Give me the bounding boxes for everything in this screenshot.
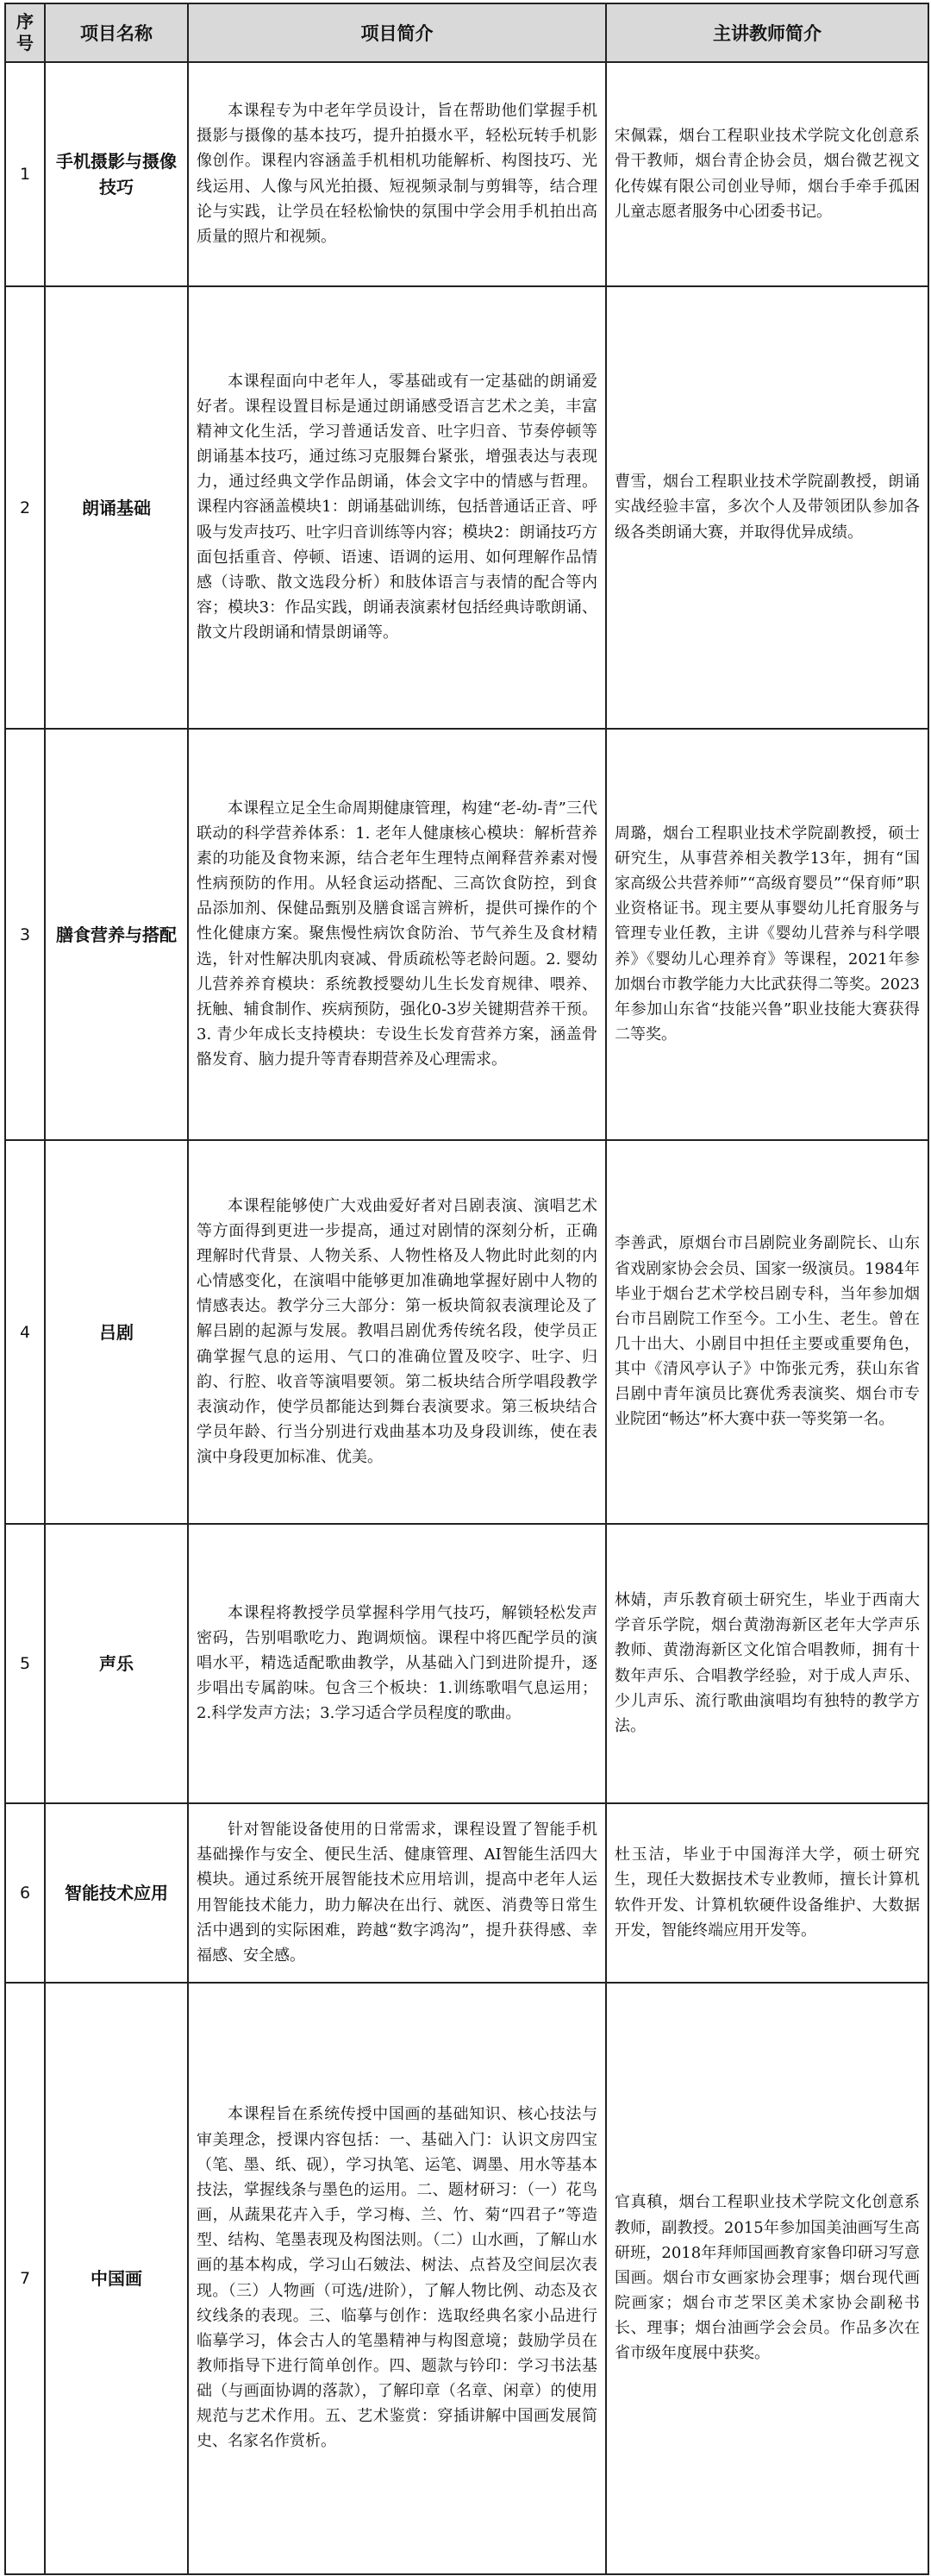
row-intro: 本课程面向中老年人，零基础或有一定基础的朗诵爱好者。课程设置目标是通过朗诵感受语言艺术之美，丰富精神文化生活，学习普通话发音、吐字归音、节奏停顿等朗诵基本技巧，通过练习克服舞台紧张，增强表达与表现力，通过经典文学作品朗诵，体会文字中的情感与哲理。课程内容涵盖模块1：朗诵基础训练，包括普通话正音、呼吸与发声技巧、吐字归音训练等内容；模块2：朗诵技巧方面包括重音、停顿、语速、语调的运用、如何理解作品情感（诗歌、散文选段分析）和肢体语言与表情的配合等内容；模块3：作品实践，朗诵表演素材包括经典诗歌朗诵、散文片段朗诵和情景朗诵等。 <box>188 286 606 729</box>
row-intro: 本课程能够使广大戏曲爱好者对吕剧表演、演唱艺术等方面得到更进一步提高，通过对剧情的深刻分析，正确理解时代背景、人物关系、人物性格及人物此时此刻的内心情感变化，在演唱中能够更加准确地掌握好剧中人物的情感表达。教学分三大部分：第一板块简叙表演理论及了解吕剧的起源与发展。教唱吕剧优秀传统名段，使学员正确掌握气息的运用、气口的准确位置及咬字、吐字、归韵、行腔、收音等演唱要领。第二板块结合所学唱段教学表演动作，使学员都能达到舞台表演要求。第三板块结合学员年龄、行当分别进行戏曲基本功及身段训练，使在表演中身段更加标准、优美。 <box>188 1140 606 1524</box>
row-name: 手机摄影与摄像技巧 <box>45 62 188 286</box>
header-index: 序号 <box>5 3 45 62</box>
table-row <box>5 1803 928 1983</box>
header-name: 项目名称 <box>45 3 188 62</box>
row-index: 4 <box>5 1140 45 1524</box>
row-index: 3 <box>5 729 45 1140</box>
row-name: 中国画 <box>45 1983 188 2574</box>
header-teacher: 主讲教师简介 <box>606 3 928 62</box>
row-name: 朗诵基础 <box>45 286 188 729</box>
row-index: 5 <box>5 1524 45 1803</box>
row-teacher: 宋佩霖，烟台工程职业技术学院文化创意系骨干教师，烟台青企协会员，烟台微艺视文化传媒有限公司创业导师，烟台手牵手孤困儿童志愿者服务中心团委书记。 <box>606 62 928 286</box>
row-teacher: 官真稹，烟台工程职业技术学院文化创意系教师，副教授。2015年参加国美油画写生高研班，2018年拜师国画教育家鲁印研习写意国画。烟台市女画家协会理事；烟台现代画院画家；烟台市芝罘区美术家协会副秘书长、理事；烟台油画学会会员。作品多次在省市级年度展中获奖。 <box>606 1983 928 2574</box>
row-name: 膳食营养与搭配 <box>45 729 188 1140</box>
row-name: 智能技术应用 <box>45 1803 188 1983</box>
row-name: 吕剧 <box>45 1140 188 1524</box>
course-table <box>4 3 929 2575</box>
row-index: 7 <box>5 1983 45 2574</box>
row-name: 声乐 <box>45 1524 188 1803</box>
row-intro: 本课程专为中老年学员设计，旨在帮助他们掌握手机摄影与摄像的基本技巧，提升拍摄水平，轻松玩转手机影像创作。课程内容涵盖手机相机功能解析、构图技巧、光线运用、人像与风光拍摄、短视频录制与剪辑等，结合理论与实践，让学员在轻松愉快的氛围中学会用手机拍出高质量的照片和视频。 <box>188 62 606 286</box>
row-intro: 本课程旨在系统传授中国画的基础知识、核心技法与审美理念，授课内容包括：一、基础入门：认识文房四宝（笔、墨、纸、砚），学习执笔、运笔、调墨、用水等基本技法，掌握线条与墨色的运用。二、题材研习：（一）花鸟画，从蔬果花卉入手，学习梅、兰、竹、菊“四君子”等造型、结构、笔墨表现及构图法则。（二）山水画，了解山水画的基本构成，学习山石皴法、树法、点苔及空间层次表现。（三）人物画（可选/进阶），了解人物比例、动态及衣纹线条的表现。三、临摹与创作：选取经典名家小品进行临摹学习，体会古人的笔墨精神与构图意境；鼓励学员在教师指导下进行简单创作。四、题款与钤印：学习书法基础（与画面协调的落款），了解印章（名章、闲章）的使用规范与艺术作用。五、艺术鉴赏：穿插讲解中国画发展简史、名家名作赏析。 <box>188 1983 606 2574</box>
table-row <box>5 62 928 286</box>
row-intro: 本课程立足全生命周期健康管理，构建“老-幼-青”三代联动的科学营养体系：1. 老年人健康核心模块：解析营养素的功能及食物来源，结合老年生理特点阐释营养素对慢性病预防的作用。从轻食运动搭配、三高饮食防控，到食品添加剂、保健品甄别及膳食谣言辨析，提供可操作的个性化健康方案。聚焦慢性病饮食防治、节气养生及食材精选，针对性解决肌肉衰减、骨质疏松等老龄问题。2. 婴幼儿营养养育模块：系统教授婴幼儿生长发育规律、喂养、抚触、辅食制作、疾病预防，强化0-3岁关键期营养干预。3. 青少年成长支持模块：专设生长发育营养方案，涵盖骨骼发育、脑力提升等青春期营养及心理需求。 <box>188 729 606 1140</box>
header-intro: 项目简介 <box>188 3 606 62</box>
row-teacher: 曹雪，烟台工程职业技术学院副教授，朗诵实战经验丰富，多次个人及带领团队参加各级各类朗诵大赛，并取得优异成绩。 <box>606 286 928 729</box>
table-header-row <box>5 3 928 62</box>
table-row <box>5 286 928 729</box>
row-intro: 本课程将教授学员掌握科学用气技巧，解锁轻松发声密码，告别唱歌吃力、跑调烦恼。课程中将匹配学员的演唱水平，精选适配歌曲教学，从基础入门到进阶提升，逐步唱出专属韵味。包含三个板块：1.训练歌唱气息运用；2.科学发声方法；3.学习适合学员程度的歌曲。 <box>188 1524 606 1803</box>
row-teacher: 周璐，烟台工程职业技术学院副教授，硕士研究生，从事营养相关教学13年，拥有“国家高级公共营养师”“高级育婴员”“保育师”职业资格证书。现主要从事婴幼儿托育服务与管理专业任教，主讲《婴幼儿营养与科学喂养》《婴幼儿心理养育》等课程，2021年参加烟台市教学能力大比武获得二等奖。2023年参加山东省“技能兴鲁”职业技能大赛获得二等奖。 <box>606 729 928 1140</box>
table-row <box>5 729 928 1140</box>
table-row <box>5 1140 928 1524</box>
row-intro: 针对智能设备使用的日常需求，课程设置了智能手机基础操作与安全、便民生活、健康管理、AI智能生活四大模块。通过系统开展智能技术应用培训，提高中老年人运用智能技术能力，助力解决在出行、就医、消费等日常生活中遇到的实际困难，跨越“数字鸿沟”，提升获得感、幸福感、安全感。 <box>188 1803 606 1983</box>
row-teacher: 杜玉洁，毕业于中国海洋大学，硕士研究生，现任大数据技术专业教师，擅长计算机软件开发、计算机软硬件设备维护、大数据开发，智能终端应用开发等。 <box>606 1803 928 1983</box>
table-row <box>5 1983 928 2574</box>
table-row <box>5 1524 928 1803</box>
row-index: 1 <box>5 62 45 286</box>
row-index: 2 <box>5 286 45 729</box>
row-index: 6 <box>5 1803 45 1983</box>
row-teacher: 李善武，原烟台市吕剧院业务副院长、山东省戏剧家协会会员、国家一级演员。1984年毕业于烟台艺术学校吕剧专科，当年参加烟台市吕剧院工作至今。工小生、老生。曾在几十出大、小剧目中担任主要或重要角色，其中《清风亭认子》中饰张元秀，获山东省吕剧中青年演员比赛优秀表演奖、烟台市专业院团“畅达”杯大赛中获一等奖第一名。 <box>606 1140 928 1524</box>
row-teacher: 林婧，声乐教育硕士研究生，毕业于西南大学音乐学院，烟台黄渤海新区老年大学声乐教师、黄渤海新区文化馆合唱教师，拥有十数年声乐、合唱教学经验，对于成人声乐、少儿声乐、流行歌曲演唱均有独特的教学方法。 <box>606 1524 928 1803</box>
